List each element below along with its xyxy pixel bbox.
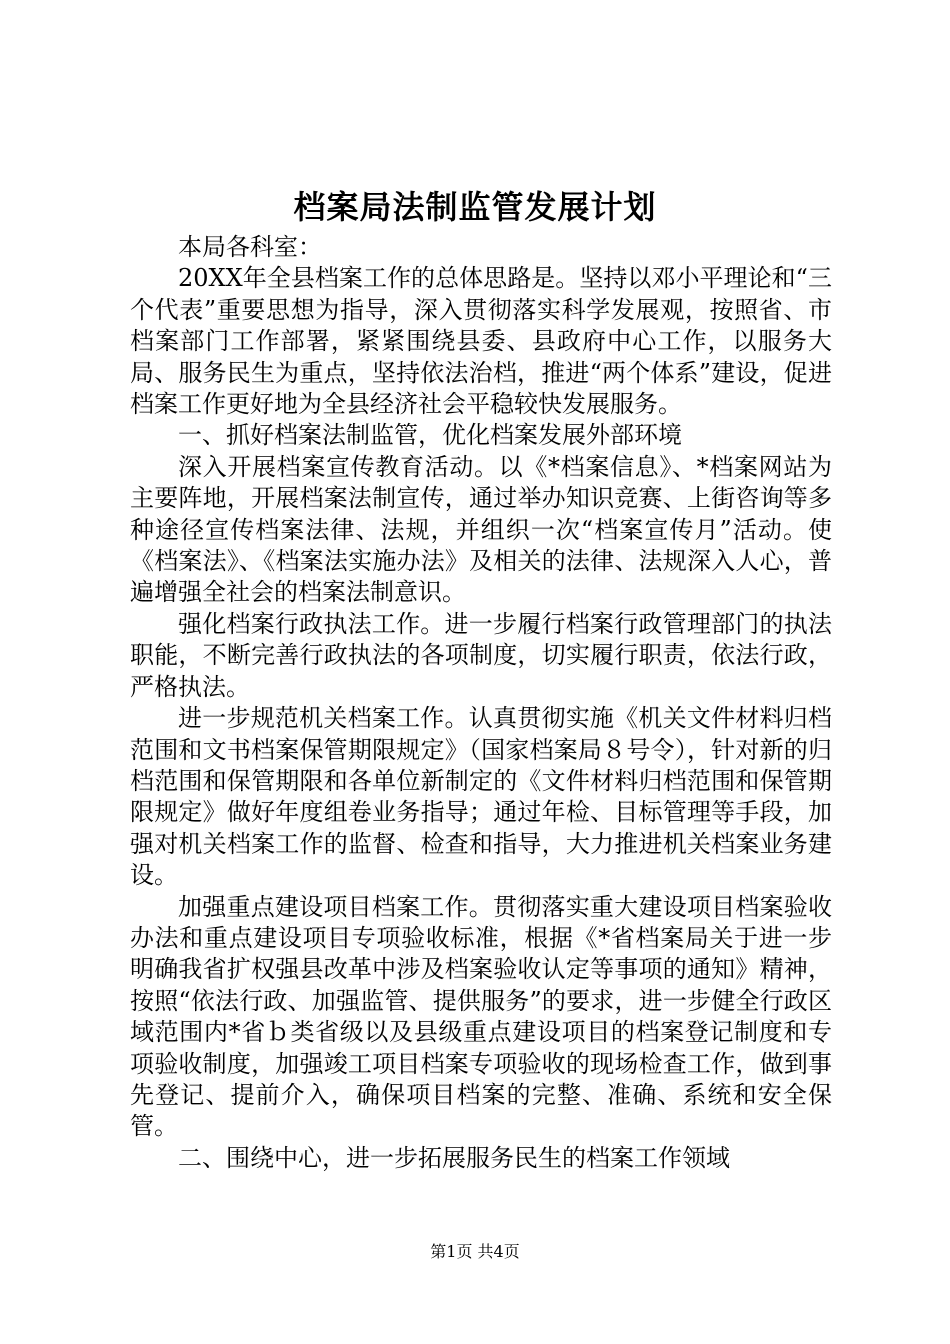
document-body — [130, 232, 832, 1174]
document-title: 档案局法制监管发展计划 — [293, 188, 657, 226]
paragraph-enforcement: 强化档案行政执法工作。进一步履行档案行政管理部门的执法职能，不断完善行政执法的各项制度，切实履行职责，依法行政，严格执法。 — [130, 609, 832, 701]
overview-paragraph: 20XX年全县档案工作的总体思路是。坚持以邓小平理论和“三个代表”重要思想为指导，深入贯彻落实科学发展观，按照省、市档案部门工作部署，紧紧围绕县委、县政府中心工作，以服务大局、服务民生为重点，坚持依法治档，推进“两个体系”建设，促进档案工作更好地为全县经济社会平稳较快发展服务。 — [130, 264, 832, 419]
page-footer: 第1页 共4页 — [430, 1242, 520, 1261]
paragraph-publicity: 深入开展档案宣传教育活动。以《*档案信息》、*档案网站为主要阵地，开展档案法制宣传，通过举办知识竞赛、上街咨询等多种途径宣传档案法律、法规，并组织一次“档案宣传月”活动。使《档案法》、《档案法实施办法》及相关的法律、法规深入人心，普遍增强全社会的档案法制意识。 — [130, 452, 832, 607]
salutation: 本局各科室： — [178, 233, 322, 261]
paragraph-key-projects: 加强重点建设项目档案工作。贯彻落实重大建设项目档案验收办法和重点建设项目专项验收标准，根据《*省档案局关于进一步明确我省扩权强县改革中涉及档案验收认定等事项的通知》精神，按照“依法行政、加强监管、提供服务”的要求，进一步健全行政区域范围内*省ｂ类省级以及县级重点建设项目的档案登记制度和专项验收制度，加强竣工项目档案专项验收的现场检查工作，做到事先登记、提前介入，确保项目档案的完整、准确、系统和安全保管。 — [130, 892, 832, 1141]
paragraph-agency-archives: 进一步规范机关档案工作。认真贯彻实施《机关文件材料归档范围和文书档案保管期限规定》（国家档案局８号令），针对新的归档范围和保管期限和各单位新制定的《文件材料归档范围和保管期限规定》做好年度组卷业务指导；通过年检、目标管理等手段，加强对机关档案工作的监督、检查和指导，大力推进机关档案业务建设。 — [130, 704, 832, 890]
section-heading-2: 二、围绕中心，进一步拓展服务民生的档案工作领域 — [178, 1143, 730, 1172]
section-heading-1: 一、抓好档案法制监管，优化档案发展外部环境 — [178, 421, 682, 450]
